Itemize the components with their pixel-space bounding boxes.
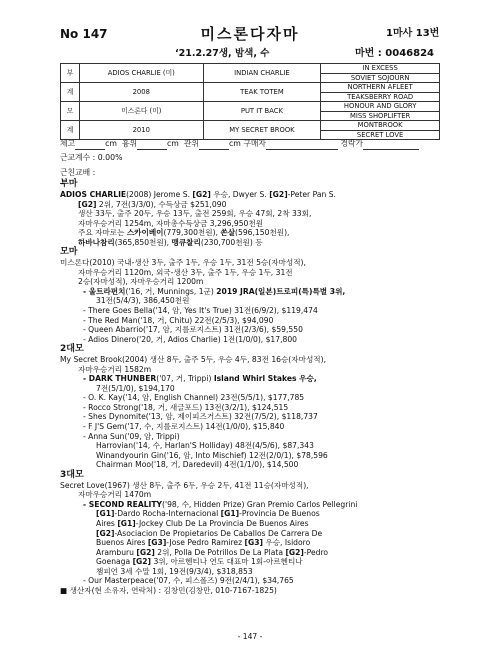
sire-dam: TEAK TOTEM (203, 83, 321, 102)
dam-label: 모 (61, 102, 80, 121)
sire-line-1: ADIOS CHARLIE(2008) Jerome S. [G2] 우승, Dwyer S. [G2]-Peter Pan S. (60, 190, 336, 199)
ggp-1: IN EXCESS (321, 64, 440, 74)
race-number: 1마사 13번 (386, 28, 440, 39)
ggp-5: HONOUR AND GLORY (321, 102, 440, 112)
ggd-line-3: - SECOND REALITY('98, 수, Hidden Prize) Gran Premio Carlos Pellegrini (83, 499, 358, 509)
sire-line-6: 하바나참리(365,850천원), 맹큐찰리(230,700천원) 등 (78, 237, 263, 247)
dam-line-3: 2승(자마성적), 자마우승거리 1200m (78, 277, 204, 287)
ggd-line-6: [G2]-Asociacion De Propietarios De Caballos De Carrera De (96, 528, 323, 538)
measurement-row (60, 139, 419, 150)
breeder-owner: ■ 생산자(현 소유자, 연락처) : 김창민(김창만, 010-7167-1825) (60, 585, 277, 595)
granddam-line-9: - Anna Sun('09, 암, Trippi) (83, 431, 180, 441)
granddam-line-3: - DARK THUNBER('07, 거, Trippi) Island Whirl Stakes 우승, (83, 374, 317, 384)
sire-year-label: 계 (61, 83, 80, 102)
sire-line-5: 주요 자마로는 스카이베이(779,300천원), 쏜살(596,150천원), (78, 228, 290, 238)
dam-line-6: - There Goes Bella('14, 암, Yes It's True) 31전(6/9/2), $119,474 (83, 306, 318, 316)
dam-year: 2010 (79, 121, 203, 140)
sire-label: 부 (61, 64, 80, 83)
pedigree-notes (60, 179, 460, 595)
dam-year-label: 계 (61, 121, 80, 140)
ggd-line-1: Secret Love(1967) 생산 8두, 출주 6두, 우승 2두, 41전 11승(자마성적), (60, 480, 309, 490)
horse-id: 마번 : 0046824 (355, 48, 434, 59)
ggd-line-7: Buenos Aires [G3]-Jose Pedro Ramirez [G3] 우승, Isidoro (96, 538, 311, 548)
unit-cm: cm (228, 139, 241, 148)
dam-line-5: 31전(5/4/3), 386,450천원 (96, 296, 190, 306)
dam-line-7: - The Red Man('18, 거, Chitu) 22전(2/5/3), $94,090 (83, 315, 274, 325)
ggp-3: NORTHERN AFLEET (321, 83, 440, 93)
dam-dam: MY SECRET BROOK (203, 121, 321, 140)
granddam-line-5: - O. K. Kay('14, 암, English Channel) 23전(5/5/1), $177,785 (83, 393, 305, 403)
sire-line-2: [G2] 2위, 7전(3/3/0), 수득상금 $251,090 (78, 199, 227, 209)
birth-info: ‘21.2.27생, 밤색, 수 (175, 48, 270, 59)
ggd-line-10: 챔피언 3세 수말 1회, 19전(9/3/4), $318,853 (96, 566, 253, 576)
sire-line-4: 자마우승거리 1254m, 자마총수득상금 3,296,950천원 (78, 218, 264, 228)
bid-label: 경락가 (340, 139, 364, 148)
great-granddam-section-title: 3대모 (60, 469, 84, 480)
granddam-line-12: Chairman Moo('18, 거, Daredevil) 4전(1/1/0), $14,500 (96, 460, 299, 470)
ggd-line-2: 자마우승거리 1470m (78, 490, 152, 500)
dam-line-4: - 울트라펀치('16, 거, Munnings, 1군) 2019 JRA(일본)트로피(특)특별 3위, (83, 286, 346, 296)
horse-name: 미스론다자마 (200, 25, 300, 43)
sire-sire: INDIAN CHARLIE (203, 64, 321, 83)
dam-line-1: 미스론다(2010) 국내-생산 3두, 출주 1두, 우승 1두, 31전 5승(자마성적), (60, 258, 306, 268)
ggp-4: TEAKSBERRY ROAD (321, 92, 440, 102)
inbreeding-label: 근친교배 : (60, 168, 96, 177)
ggp-6: MISS SHOPLIFTER (321, 111, 440, 121)
unit-cm: cm (167, 139, 179, 148)
dam-line-9: - Adios Dinero('20, 거, Adios Charlie) 1전(1/0/0), $17,800 (83, 334, 298, 344)
dam-section-title: 모마 (60, 247, 78, 258)
granddam-line-4: 7전(5/1/0), $194,170 (96, 383, 175, 393)
inbreeding-coefficient: 근교계수 : 0.00% (60, 153, 123, 162)
dam-line-8: - Queen Abarrio('17, 암, 지를로지스트) 31전(2/3/6), $59,550 (83, 325, 303, 335)
sire-year: 2008 (79, 83, 203, 102)
sire-line-3: 생산 33두, 출주 20두, 우승 13두, 출전 259회, 우승 47회, 2착 33회, (78, 209, 312, 219)
granddam-line-7: - Shes Dynomite('13, 암, 제이피즈거스트) 32전(7/5/2), $118,737 (83, 412, 318, 422)
ggd-line-4: [G1]-Dardo Rocha-Internacional [G1]-Provincia De Buenos (96, 509, 320, 519)
sire-section-title: 부마 (60, 179, 78, 189)
granddam-line-11: Winandyourin Gin('16, 암, Into Mischief) 12전(2/0/1), $78,596 (96, 450, 328, 460)
dam-name: 미스론다 (미) (79, 102, 203, 121)
ggd-line-5: Aires [G1]-Jockey Club De La Provincia De Buenos Aires (96, 518, 309, 528)
ggd-line-8: Aramburu [G2] 2위, Polla De Potrillos De La Plata [G2]-Pedro (96, 547, 329, 557)
granddam-section-title: 2대모 (60, 344, 84, 355)
ggp-8: SECRET LOVE (321, 130, 440, 140)
granddam-line-10: Harrovian('14, 수, Harlan'S Holliday) 48전(4/5/6), $87,343 (96, 441, 314, 451)
pedigree-table (60, 63, 440, 140)
unit-cm: cm (105, 139, 117, 148)
granddam-line-1: My Secret Brook(2004) 생산 8두, 출주 5두, 우승 4두, 83전 16승(자마성적), (60, 355, 326, 365)
chest-label: 체고 (60, 139, 76, 148)
granddam-line-6: - Rocco Strong('18, 거, 새글포드) 13전(3/2/1), $124,515 (83, 402, 289, 412)
cannon-label: 관위 (183, 139, 199, 148)
page-header (0, 0, 500, 60)
ggd-line-11: - Our Masterpeace('07, 수, 피스폴즈) 9전(2/4/1), $34,765 (83, 576, 294, 586)
buyer-label: 구매자 (243, 139, 266, 148)
dam-sire: PUT IT BACK (203, 102, 321, 121)
entry-number: No 147 (60, 27, 108, 41)
granddam-line-8: - F J'S Gem('17, 수, 지를로지스트) 14전(1/0/0), $15,840 (83, 422, 285, 432)
ggp-2: SOVIET SOJOURN (321, 73, 440, 83)
girth-label: 흉위 (121, 139, 138, 148)
ggd-line-9: Goenaga [G2] 3위, 아르헨티나 연도 대표마 1회-아르헨티나 (96, 557, 303, 567)
ggp-7: MONTBROOK (321, 121, 440, 131)
page-number: - 147 - (237, 632, 263, 641)
sire-name: ADIOS CHARLIE (미) (79, 64, 203, 83)
dam-line-2: 자마우승거리 1120m, 외국-생산 3두, 출주 1두, 우승 1두, 31전 (78, 267, 293, 277)
granddam-line-2: 자마우승거리 1582m (78, 364, 152, 374)
